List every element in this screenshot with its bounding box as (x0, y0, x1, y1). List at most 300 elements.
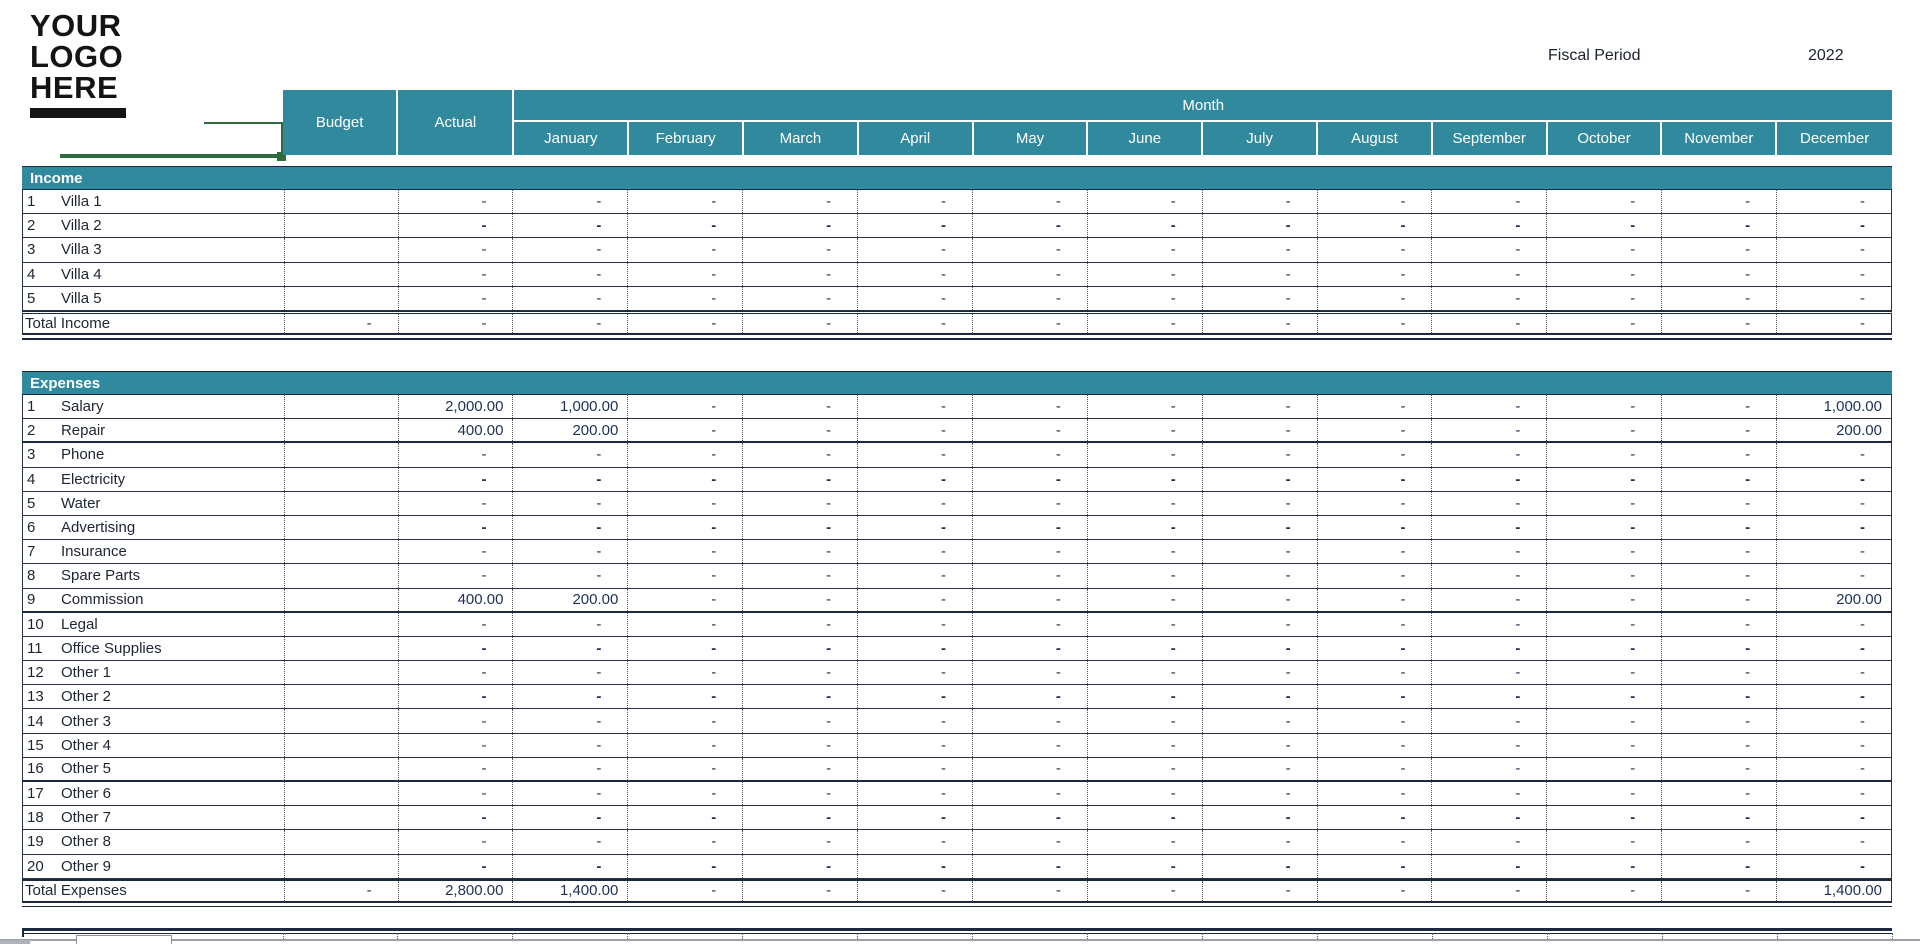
cell-january[interactable]: - (512, 263, 627, 286)
cell-june[interactable]: - (1087, 881, 1202, 901)
cell-june[interactable]: - (1087, 613, 1202, 636)
cell-january[interactable]: - (512, 238, 627, 261)
cell-february[interactable]: - (627, 395, 742, 418)
cell-act[interactable]: - (398, 443, 513, 466)
cell-may[interactable]: - (972, 564, 1087, 587)
cell-december[interactable]: - (1776, 613, 1891, 636)
cell-april[interactable]: - (857, 758, 972, 780)
cell-march[interactable]: - (742, 492, 857, 515)
cell-september[interactable]: - (1431, 734, 1546, 757)
cell-november[interactable]: - (1661, 540, 1776, 563)
cell-november[interactable]: - (1661, 443, 1776, 466)
cell-may[interactable]: - (972, 661, 1087, 684)
cell-bud[interactable] (284, 443, 398, 466)
cell-february[interactable]: - (627, 855, 742, 878)
cell-january[interactable]: - (512, 709, 627, 732)
cell-november[interactable]: - (1661, 314, 1776, 333)
cell-december[interactable]: 200.00 (1776, 589, 1891, 611)
cell-december[interactable]: 1,400.00 (1776, 881, 1891, 901)
cell-act[interactable]: 400.00 (398, 419, 513, 441)
cell-march[interactable]: - (742, 564, 857, 587)
cell-april[interactable]: - (857, 516, 972, 539)
cell-january[interactable]: - (512, 468, 627, 491)
cell-april[interactable]: - (857, 685, 972, 708)
cell-may[interactable]: - (972, 314, 1087, 333)
total-row-label[interactable]: Total Income (25, 315, 111, 333)
cell-act[interactable]: - (398, 492, 513, 515)
cell-september[interactable]: - (1431, 419, 1546, 441)
row-number[interactable]: 7 (27, 543, 36, 561)
cell-september[interactable]: - (1431, 637, 1546, 660)
cell-february[interactable]: - (627, 589, 742, 611)
cell-august[interactable]: - (1317, 855, 1432, 878)
income-section-header[interactable]: Income (22, 166, 1892, 190)
cell-july[interactable]: - (1202, 881, 1317, 901)
cell-march[interactable]: - (742, 881, 857, 901)
row-label[interactable]: Villa 3 (60, 241, 102, 259)
cell-july[interactable]: - (1202, 468, 1317, 491)
row-label[interactable]: Villa 5 (60, 289, 102, 307)
cell-march[interactable]: - (742, 806, 857, 829)
cell-september[interactable]: - (1431, 564, 1546, 587)
cell-june[interactable]: - (1087, 190, 1202, 213)
cell-april[interactable]: - (857, 564, 972, 587)
fiscal-year-cell[interactable]: 2022 (1808, 47, 1844, 64)
cell-august[interactable]: - (1317, 492, 1432, 515)
cell-june[interactable]: - (1087, 419, 1202, 441)
row-label[interactable]: Other 3 (60, 712, 111, 730)
cell-act[interactable]: - (398, 806, 513, 829)
cell-act[interactable]: - (398, 314, 513, 333)
cell-bud[interactable] (284, 419, 398, 441)
cell-february[interactable]: - (627, 806, 742, 829)
cell-may[interactable]: - (972, 613, 1087, 636)
cell-september[interactable]: - (1431, 492, 1546, 515)
cell-june[interactable]: - (1087, 238, 1202, 261)
cell-september[interactable]: - (1431, 287, 1546, 310)
row-label[interactable]: Phone (60, 446, 105, 464)
cell-january[interactable]: - (512, 685, 627, 708)
cell-august[interactable]: - (1317, 734, 1432, 757)
cell-december[interactable]: - (1776, 758, 1891, 780)
cell-august[interactable]: - (1317, 190, 1432, 213)
cell-august[interactable]: - (1317, 564, 1432, 587)
row-label[interactable]: Other 1 (60, 664, 111, 682)
cell-september[interactable]: - (1431, 190, 1546, 213)
row-number[interactable]: 2 (27, 217, 36, 235)
cell-october[interactable]: - (1546, 589, 1661, 611)
cell-december[interactable]: 1,000.00 (1776, 395, 1891, 418)
cell-june[interactable]: - (1087, 661, 1202, 684)
cell-july[interactable]: - (1202, 263, 1317, 286)
cell-february[interactable]: - (627, 540, 742, 563)
cell-december[interactable]: - (1776, 516, 1891, 539)
cell-october[interactable]: - (1546, 314, 1661, 333)
cell-april[interactable]: - (857, 637, 972, 660)
row-number[interactable]: 1 (27, 193, 36, 211)
cell-september[interactable]: - (1431, 613, 1546, 636)
cell-november[interactable]: - (1661, 782, 1776, 805)
cell-november[interactable]: - (1661, 263, 1776, 286)
expenses-section-header[interactable]: Expenses (22, 371, 1892, 395)
cell-september[interactable]: - (1431, 830, 1546, 853)
cell-act[interactable]: - (398, 613, 513, 636)
cell-november[interactable]: - (1661, 287, 1776, 310)
cell-act[interactable]: - (398, 540, 513, 563)
cell-july[interactable]: - (1202, 540, 1317, 563)
cell-january[interactable]: - (512, 637, 627, 660)
row-label[interactable]: Other 7 (60, 809, 111, 827)
cell-august[interactable]: - (1317, 540, 1432, 563)
cell-march[interactable]: - (742, 263, 857, 286)
row-number[interactable]: 3 (27, 241, 36, 259)
column-header-budget[interactable]: Budget (283, 90, 398, 155)
row-label[interactable]: Office Supplies (60, 639, 162, 657)
cell-april[interactable]: - (857, 468, 972, 491)
cell-october[interactable]: - (1546, 263, 1661, 286)
cell-act[interactable]: - (398, 564, 513, 587)
column-header-actual[interactable]: Actual (398, 90, 514, 155)
cell-march[interactable]: - (742, 685, 857, 708)
cell-june[interactable]: - (1087, 830, 1202, 853)
cell-march[interactable]: - (742, 734, 857, 757)
cell-august[interactable]: - (1317, 443, 1432, 466)
row-label[interactable]: Insurance (60, 543, 127, 561)
cell-february[interactable]: - (627, 782, 742, 805)
cell-july[interactable]: - (1202, 637, 1317, 660)
cell-march[interactable]: - (742, 661, 857, 684)
cell-august[interactable]: - (1317, 637, 1432, 660)
cell-december[interactable]: - (1776, 806, 1891, 829)
cell-september[interactable]: - (1431, 806, 1546, 829)
cell-october[interactable]: - (1546, 492, 1661, 515)
cell-may[interactable]: - (972, 214, 1087, 237)
cell-may[interactable]: - (972, 881, 1087, 901)
cell-april[interactable]: - (857, 589, 972, 611)
cell-may[interactable]: - (972, 758, 1087, 780)
cell-january[interactable]: - (512, 782, 627, 805)
cell-november[interactable]: - (1661, 758, 1776, 780)
cell-july[interactable]: - (1202, 287, 1317, 310)
cell-december[interactable]: - (1776, 314, 1891, 333)
sheet-tab[interactable] (76, 935, 172, 944)
cell-august[interactable]: - (1317, 214, 1432, 237)
row-label[interactable]: Salary (60, 398, 104, 416)
cell-act[interactable]: - (398, 734, 513, 757)
cell-act[interactable]: - (398, 685, 513, 708)
cell-october[interactable]: - (1546, 881, 1661, 901)
cell-january[interactable]: - (512, 855, 627, 878)
cell-june[interactable]: - (1087, 589, 1202, 611)
cell-august[interactable]: - (1317, 419, 1432, 441)
cell-bud[interactable]: - (284, 314, 398, 333)
cell-january[interactable]: - (512, 314, 627, 333)
cell-december[interactable]: - (1776, 782, 1891, 805)
cell-february[interactable]: - (627, 758, 742, 780)
cell-january[interactable]: - (512, 661, 627, 684)
cell-october[interactable]: - (1546, 238, 1661, 261)
cell-july[interactable]: - (1202, 492, 1317, 515)
row-number[interactable]: 6 (27, 519, 36, 537)
cell-may[interactable]: - (972, 637, 1087, 660)
cell-march[interactable]: - (742, 855, 857, 878)
row-label[interactable]: Electricity (60, 470, 126, 488)
cell-september[interactable]: - (1431, 589, 1546, 611)
cell-february[interactable]: - (627, 564, 742, 587)
cell-march[interactable]: - (742, 709, 857, 732)
cell-september[interactable]: - (1431, 685, 1546, 708)
cell-may[interactable]: - (972, 540, 1087, 563)
cell-bud[interactable] (284, 190, 398, 213)
cell-june[interactable]: - (1087, 709, 1202, 732)
column-header-month-january[interactable]: January (514, 122, 629, 155)
cell-bud[interactable] (284, 395, 398, 418)
cell-june[interactable]: - (1087, 758, 1202, 780)
cell-april[interactable]: - (857, 613, 972, 636)
row-number[interactable]: 9 (27, 591, 36, 609)
cell-september[interactable]: - (1431, 540, 1546, 563)
cell-act[interactable]: - (398, 263, 513, 286)
cell-september[interactable]: - (1431, 782, 1546, 805)
cell-june[interactable]: - (1087, 314, 1202, 333)
cell-march[interactable]: - (742, 637, 857, 660)
cell-july[interactable]: - (1202, 685, 1317, 708)
cell-january[interactable]: - (512, 214, 627, 237)
cell-june[interactable]: - (1087, 287, 1202, 310)
cell-september[interactable]: - (1431, 263, 1546, 286)
cell-bud[interactable] (284, 855, 398, 878)
cell-april[interactable]: - (857, 395, 972, 418)
cell-july[interactable]: - (1202, 758, 1317, 780)
cell-december[interactable]: - (1776, 830, 1891, 853)
row-label[interactable]: Other 9 (60, 857, 111, 875)
row-number[interactable]: 18 (27, 809, 44, 827)
cell-april[interactable]: - (857, 419, 972, 441)
cell-act[interactable]: - (398, 214, 513, 237)
cell-act[interactable]: - (398, 758, 513, 780)
column-header-month-december[interactable]: December (1800, 130, 1870, 147)
row-label[interactable]: Other 5 (60, 760, 111, 778)
cell-july[interactable]: - (1202, 782, 1317, 805)
cell-april[interactable]: - (857, 855, 972, 878)
cell-march[interactable]: - (742, 589, 857, 611)
cell-october[interactable]: - (1546, 395, 1661, 418)
cell-july[interactable]: - (1202, 395, 1317, 418)
cell-november[interactable]: - (1661, 395, 1776, 418)
cell-april[interactable]: - (857, 492, 972, 515)
cell-december[interactable]: - (1776, 238, 1891, 261)
column-header-month-august[interactable]: August (1318, 122, 1433, 155)
cell-february[interactable]: - (627, 637, 742, 660)
row-number[interactable]: 17 (27, 785, 44, 803)
row-number[interactable]: 4 (27, 470, 36, 488)
row-label[interactable]: Repair (60, 421, 106, 439)
column-header-month-october[interactable]: October (1548, 122, 1663, 155)
row-number[interactable]: 11 (27, 639, 43, 657)
cell-bud[interactable] (284, 758, 398, 780)
cell-bud[interactable] (284, 709, 398, 732)
cell-january[interactable]: - (512, 564, 627, 587)
cell-january[interactable]: 1,000.00 (512, 395, 627, 418)
cell-act[interactable]: - (398, 468, 513, 491)
cell-december[interactable]: - (1776, 734, 1891, 757)
cell-january[interactable]: - (512, 287, 627, 310)
cell-august[interactable]: - (1317, 314, 1432, 333)
cell-bud[interactable] (284, 214, 398, 237)
cell-april[interactable]: - (857, 806, 972, 829)
total-row-label[interactable]: Total Expenses (25, 882, 127, 900)
row-number[interactable]: 3 (27, 446, 36, 464)
cell-june[interactable]: - (1087, 782, 1202, 805)
cell-november[interactable]: - (1661, 564, 1776, 587)
cell-january[interactable]: - (512, 806, 627, 829)
cell-march[interactable]: - (742, 613, 857, 636)
cell-june[interactable]: - (1087, 540, 1202, 563)
cell-march[interactable]: - (742, 443, 857, 466)
cell-april[interactable]: - (857, 190, 972, 213)
row-number[interactable]: 10 (27, 615, 44, 633)
row-number[interactable]: 16 (27, 760, 44, 778)
cell-august[interactable]: - (1317, 709, 1432, 732)
cell-december[interactable]: - (1776, 263, 1891, 286)
cell-act[interactable]: - (398, 287, 513, 310)
cell-february[interactable]: - (627, 613, 742, 636)
cell-march[interactable]: - (742, 468, 857, 491)
cell-bud[interactable] (284, 540, 398, 563)
cell-june[interactable]: - (1087, 637, 1202, 660)
cell-july[interactable]: - (1202, 314, 1317, 333)
cell-january[interactable]: - (512, 758, 627, 780)
cell-august[interactable]: - (1317, 468, 1432, 491)
cell-october[interactable]: - (1546, 443, 1661, 466)
cell-september[interactable]: - (1431, 238, 1546, 261)
cell-december[interactable]: - (1776, 855, 1891, 878)
cell-bud[interactable]: - (284, 881, 398, 901)
cell-act[interactable]: 2,800.00 (398, 881, 513, 901)
cell-act[interactable]: 2,000.00 (398, 395, 513, 418)
cell-november[interactable]: - (1661, 709, 1776, 732)
cell-april[interactable]: - (857, 830, 972, 853)
cell-june[interactable]: - (1087, 214, 1202, 237)
cell-december[interactable]: - (1776, 564, 1891, 587)
cell-january[interactable]: - (512, 492, 627, 515)
cell-march[interactable]: - (742, 782, 857, 805)
cell-april[interactable]: - (857, 661, 972, 684)
cell-march[interactable]: - (742, 758, 857, 780)
cell-july[interactable]: - (1202, 661, 1317, 684)
cell-march[interactable]: - (742, 830, 857, 853)
cell-bud[interactable] (284, 263, 398, 286)
cell-july[interactable]: - (1202, 589, 1317, 611)
cell-november[interactable]: - (1661, 492, 1776, 515)
cell-november[interactable]: - (1661, 190, 1776, 213)
cell-january[interactable]: - (512, 830, 627, 853)
cell-october[interactable]: - (1546, 468, 1661, 491)
cell-march[interactable]: - (742, 190, 857, 213)
row-label[interactable]: Other 6 (60, 785, 111, 803)
cell-october[interactable]: - (1546, 734, 1661, 757)
row-number[interactable]: 20 (27, 857, 44, 875)
cell-november[interactable]: - (1661, 516, 1776, 539)
cell-july[interactable]: - (1202, 855, 1317, 878)
cell-may[interactable]: - (972, 830, 1087, 853)
cell-may[interactable]: - (972, 263, 1087, 286)
cell-july[interactable]: - (1202, 214, 1317, 237)
cell-may[interactable]: - (972, 685, 1087, 708)
cell-february[interactable]: - (627, 492, 742, 515)
row-number[interactable]: 1 (27, 398, 36, 416)
column-header-month-april[interactable]: April (859, 122, 974, 155)
cell-act[interactable]: 400.00 (398, 589, 513, 611)
cell-act[interactable]: - (398, 661, 513, 684)
cell-may[interactable]: - (972, 734, 1087, 757)
cell-april[interactable]: - (857, 881, 972, 901)
cell-november[interactable]: - (1661, 661, 1776, 684)
cell-october[interactable]: - (1546, 613, 1661, 636)
row-number[interactable]: 2 (27, 421, 36, 439)
cell-bud[interactable] (284, 238, 398, 261)
cell-march[interactable]: - (742, 395, 857, 418)
cell-act[interactable]: - (398, 830, 513, 853)
cell-june[interactable]: - (1087, 395, 1202, 418)
cell-may[interactable]: - (972, 287, 1087, 310)
cell-november[interactable]: - (1661, 238, 1776, 261)
cell-november[interactable]: - (1661, 685, 1776, 708)
cell-july[interactable]: - (1202, 238, 1317, 261)
row-label[interactable]: Villa 4 (60, 265, 102, 283)
cell-september[interactable]: - (1431, 661, 1546, 684)
cell-november[interactable]: - (1661, 830, 1776, 853)
cell-november[interactable]: - (1661, 613, 1776, 636)
cell-april[interactable]: - (857, 540, 972, 563)
cell-february[interactable]: - (627, 214, 742, 237)
cell-october[interactable]: - (1546, 190, 1661, 213)
cell-november[interactable]: - (1661, 855, 1776, 878)
cell-july[interactable]: - (1202, 613, 1317, 636)
cell-september[interactable]: - (1431, 468, 1546, 491)
cell-january[interactable]: - (512, 516, 627, 539)
cell-february[interactable]: - (627, 263, 742, 286)
row-label[interactable]: Villa 1 (60, 193, 102, 211)
cell-december[interactable]: - (1776, 214, 1891, 237)
cell-july[interactable]: - (1202, 830, 1317, 853)
row-number[interactable]: 5 (27, 289, 36, 307)
cell-january[interactable]: - (512, 613, 627, 636)
cell-july[interactable]: - (1202, 709, 1317, 732)
cell-may[interactable]: - (972, 395, 1087, 418)
cell-act[interactable]: - (398, 637, 513, 660)
cell-december[interactable]: - (1776, 287, 1891, 310)
cell-december[interactable]: 200.00 (1776, 419, 1891, 441)
row-number[interactable]: 13 (27, 688, 44, 706)
cell-september[interactable]: - (1431, 881, 1546, 901)
cell-bud[interactable] (284, 734, 398, 757)
cell-october[interactable]: - (1546, 806, 1661, 829)
cell-december[interactable]: - (1776, 190, 1891, 213)
cell-june[interactable]: - (1087, 685, 1202, 708)
cell-march[interactable]: - (742, 287, 857, 310)
cell-october[interactable]: - (1546, 855, 1661, 878)
cell-september[interactable]: - (1431, 214, 1546, 237)
cell-january[interactable]: - (512, 734, 627, 757)
row-label[interactable]: Water (60, 494, 101, 512)
cell-act[interactable]: - (398, 516, 513, 539)
cell-february[interactable]: - (627, 314, 742, 333)
cell-april[interactable]: - (857, 287, 972, 310)
cell-bud[interactable] (284, 806, 398, 829)
cell-august[interactable]: - (1317, 881, 1432, 901)
cell-june[interactable]: - (1087, 492, 1202, 515)
